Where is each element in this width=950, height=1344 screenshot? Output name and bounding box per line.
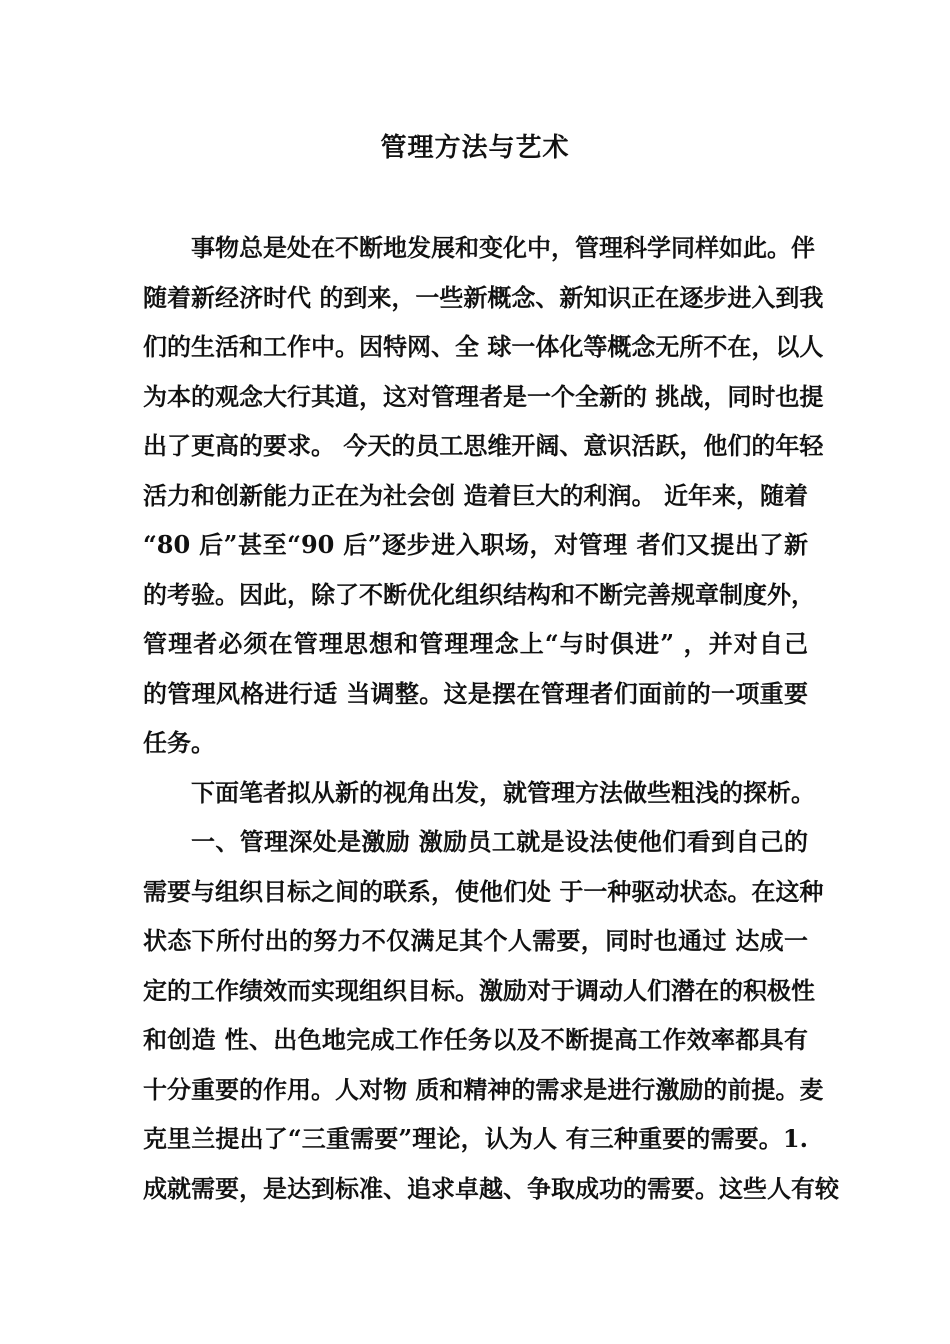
paragraph-line: 定的工作绩效而实现组织目标。激励对于调动人们潜在的积极性: [143, 975, 815, 1005]
paragraph-line: 们的生活和工作中。因特网、全 球一体化等概念无所不在，以人: [143, 332, 824, 361]
paragraph-line: 和创造 性、出色地完成工作任务以及不断提高工作效率都具有: [143, 1025, 808, 1054]
paragraph-line: 事物总是处在不断地发展和变化中，管理科学同样如此。伴: [191, 233, 815, 262]
paragraph-line: “80 后”甚至“90 后”逐步进入职场，对管理 者们又提出了新: [143, 530, 808, 559]
paragraph-line: 成就需要，是达到标准、追求卓越、争取成功的需要。这些人有较: [143, 1173, 839, 1203]
paragraph-line: 任务。: [143, 728, 215, 757]
paragraph-line: 需要与组织目标之间的联系，使他们处 于一种驱动状态。在这种: [143, 876, 824, 906]
paragraph-line: 出了更高的要求。 今天的员工思维开阔、意识活跃，他们的年轻: [143, 431, 824, 460]
paragraph-line: 下面笔者拟从新的视角出发，就管理方法做些粗浅的探析。: [191, 777, 815, 807]
paragraph-line: 克里兰提出了“三重需要”理论，认为人 有三种重要的需要。1.: [143, 1124, 808, 1153]
paragraph-line: 随着新经济时代 的到来，一些新概念、新知识正在逐步进入到我: [143, 282, 824, 312]
paragraph-line: 十分重要的作用。人对物 质和精神的需求是进行激励的前提。麦: [143, 1074, 824, 1104]
paragraph-line: 为本的观念大行其道，这对管理者是一个全新的 挑战，同时也提: [143, 381, 824, 411]
paragraph-line: 一、管理深处是激励 激励员工就是设法使他们看到自己的: [191, 827, 808, 856]
paragraph-line: 状态下所付出的努力不仅满足其个人需要，同时也通过 达成一: [143, 926, 808, 955]
paragraph-line: 活力和创新能力正在为社会创 造着巨大的利润。 近年来，随着: [143, 480, 808, 510]
document-title: 管理方法与艺术: [380, 133, 570, 163]
paragraph-line: 的考验。因此，除了不断优化组织结构和不断完善规章制度外，: [143, 579, 815, 609]
document-body: [143, 223, 839, 1213]
paragraph-line: 管理者必须在管理思想和管理理念上“与时俱进” ，并对自己: [143, 629, 808, 658]
paragraph-line: 的管理风格进行适 当调整。这是摆在管理者们面前的一项重要: [143, 678, 808, 708]
